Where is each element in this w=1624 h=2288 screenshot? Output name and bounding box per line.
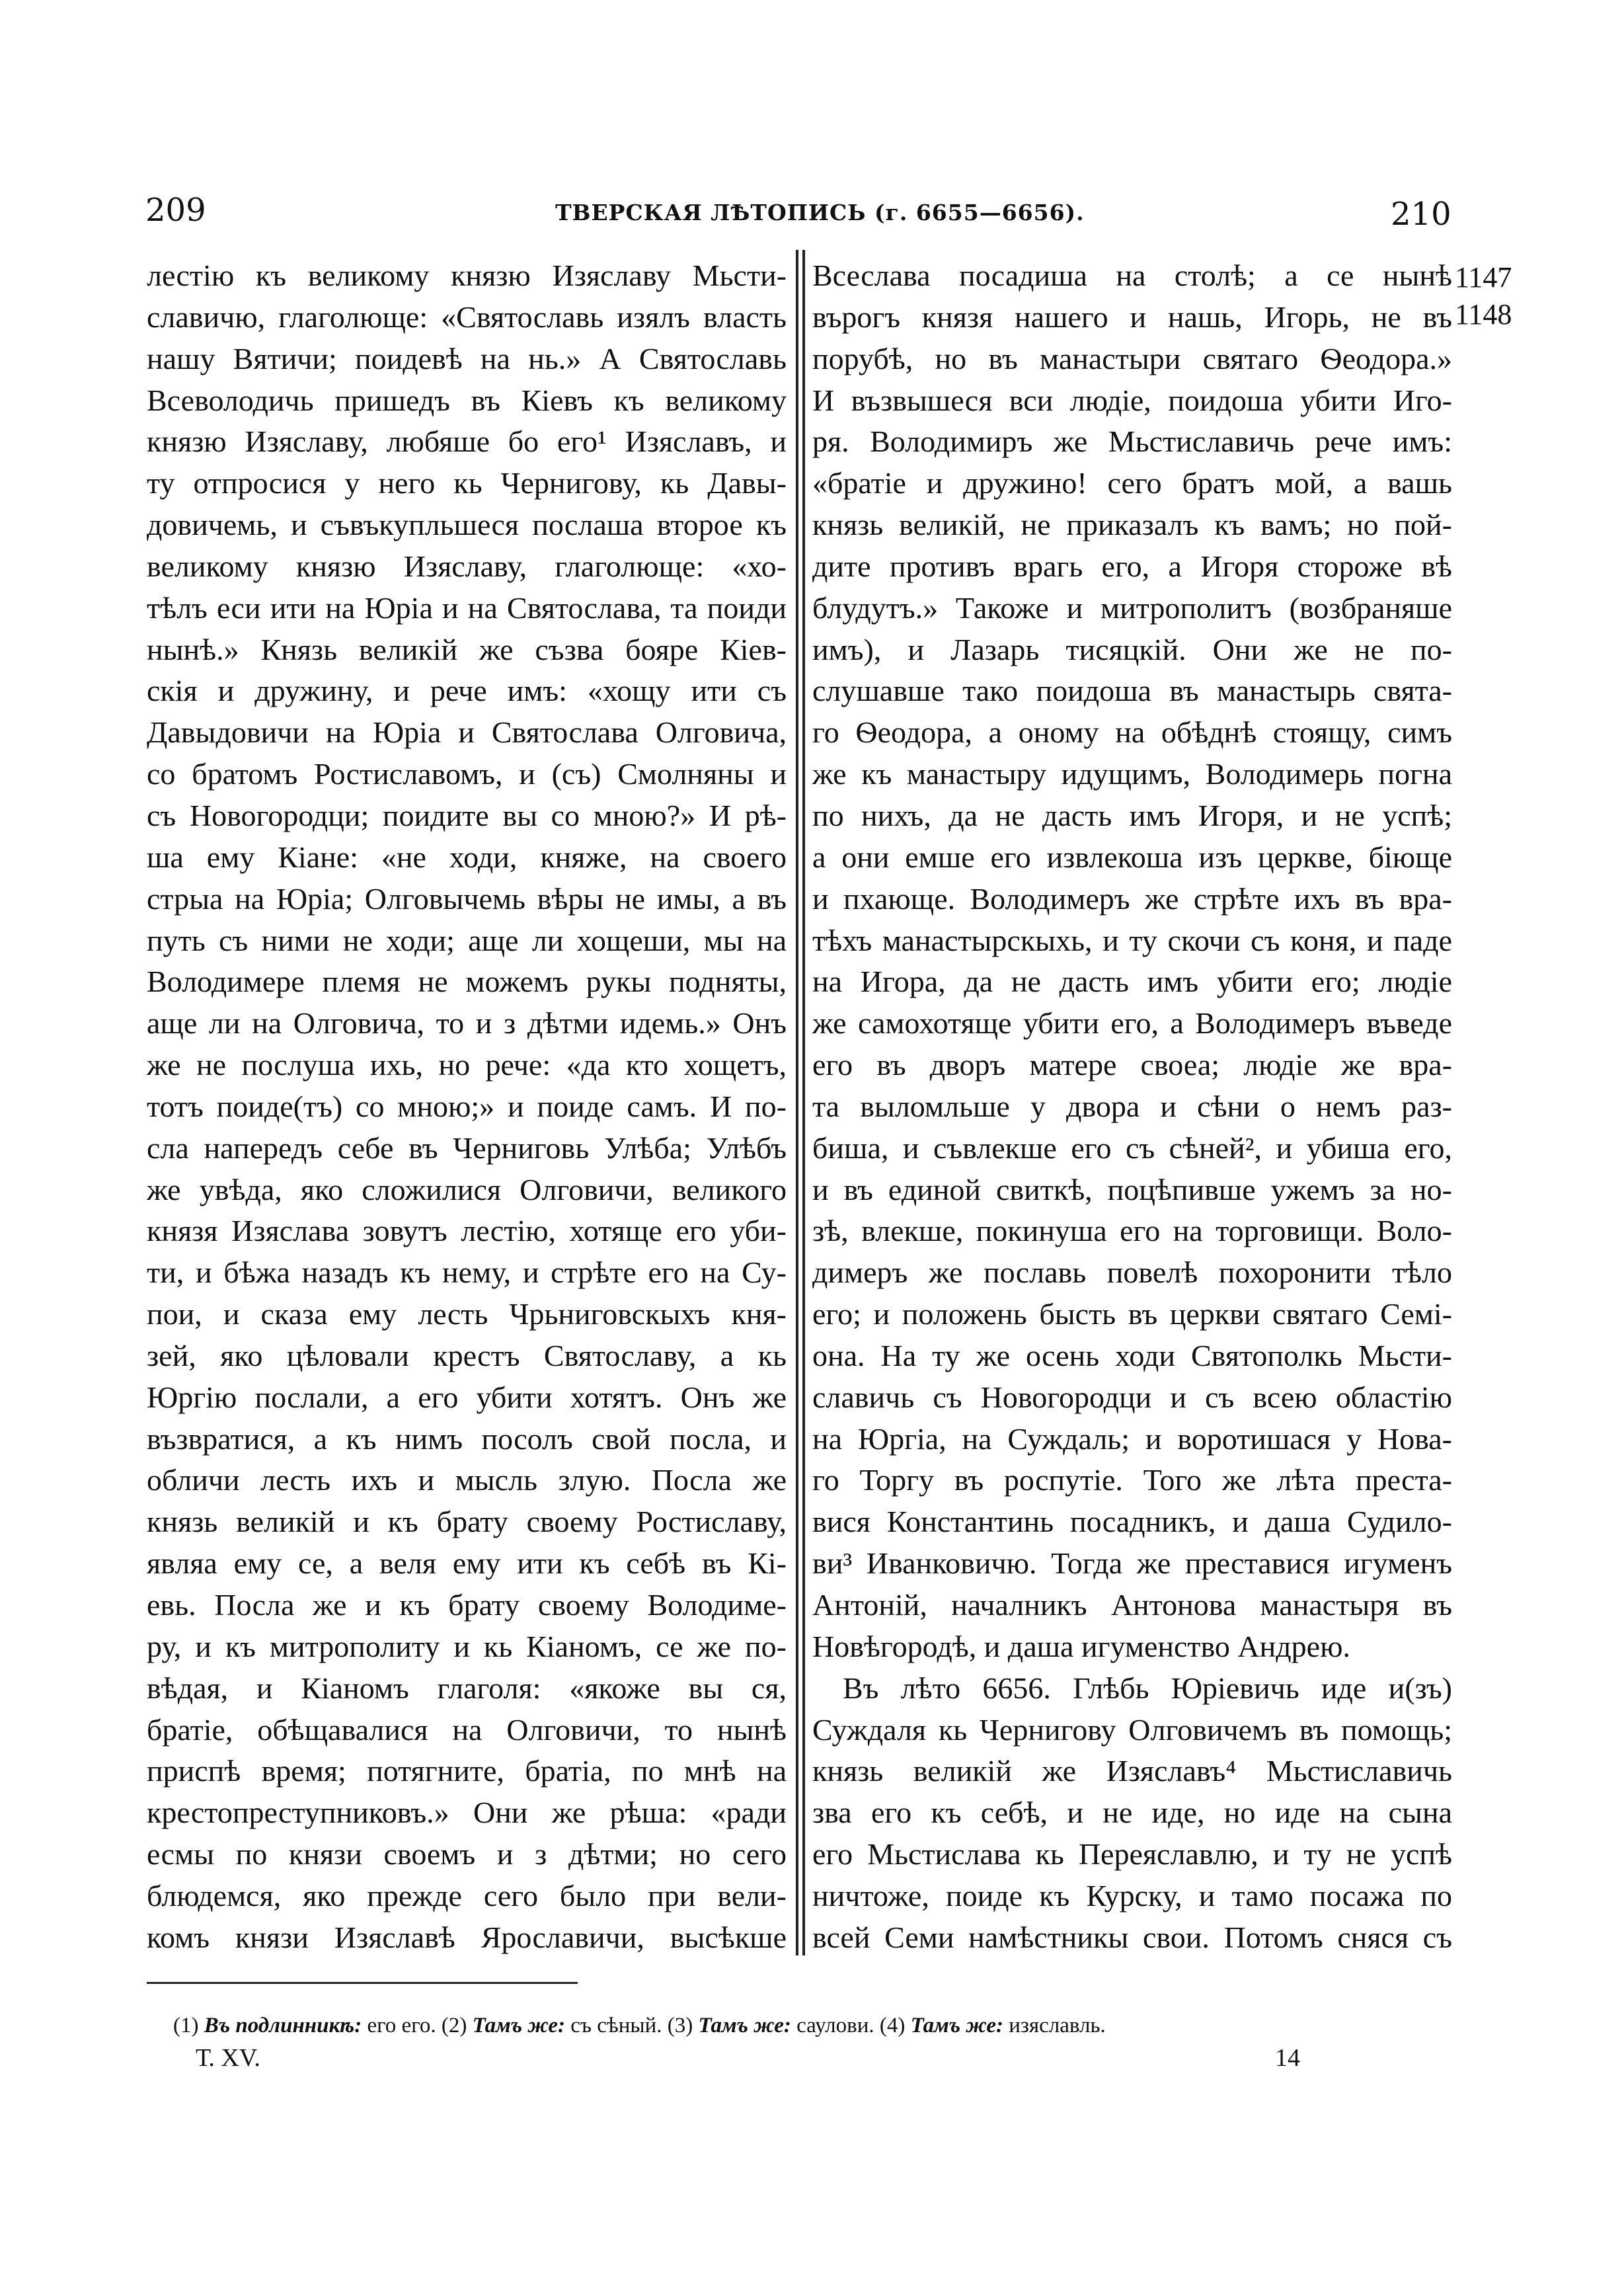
volume-mark: Т. XV. (196, 2044, 260, 2072)
text-line: пои, и сказа ему лесть Чрьниговскыхъ кня- (147, 1297, 787, 1331)
text-line: и въ единой свиткѣ, поцѣпивше ужемъ за но- (812, 1172, 1452, 1206)
text-line: его; и положень бысть въ церкви святаго Семі- (812, 1297, 1452, 1331)
text-line: Юргію послали, а его убити хотятъ. Онъ же (147, 1380, 787, 1414)
text-line: Всеслава посадиша на столѣ; а се нынѣ (812, 258, 1452, 292)
text-line: скія и дружину, и рече имъ: «хощу ити съ (147, 674, 787, 708)
text-line: на Игора, да не дасть имъ убити его; людіе (812, 965, 1452, 999)
text-line: приспѣ время; потягните, братіа, по мнѣ на (147, 1754, 787, 1788)
text-line: ша ему Кіане: «не ходи, княже, на своего (147, 840, 787, 874)
text-column-left (147, 255, 787, 1959)
text-line: князь великій и къ брату своему Ростиславу, (147, 1505, 787, 1539)
text-line: та выломльше у двора и сѣни о немъ раз- (812, 1089, 1452, 1123)
footnote-number: (1) (173, 2014, 199, 2037)
text-line: и пхающе. Володимеръ же стрѣте ихъ въ вра- (812, 881, 1452, 916)
text-line: Въ лѣто 6656. Глѣбь Юріевичь иде и(зъ) (843, 1671, 1452, 1705)
text-line: дите противъ врагь его, а Игоря стороже вѣ (812, 549, 1452, 583)
text-line: князю Изяславу, любяше бо его¹ Изяславъ, и (147, 424, 787, 459)
margin-year: 1147 (1455, 261, 1512, 294)
text-line: нашу Вятичи; поидевѣ на нь.» А Святославь (147, 341, 787, 375)
text-line: ви³ Иванковичю. Тогда же преставися игуменъ (812, 1546, 1452, 1581)
text-line: Суждаля кь Чернигову Олговичемъ въ помощь; (812, 1712, 1452, 1747)
text-line: зва его къ себѣ, и не иде, но иде на сына (812, 1795, 1452, 1830)
text-line: Антоній, началникъ Антонова манастыря въ (812, 1588, 1452, 1622)
text-line: довичемь, и съвъкупльшеся послаша второе къ (147, 508, 787, 542)
text-line: върогъ князя нашего и нашь, Игорь, не въ (812, 299, 1452, 334)
text-line: на Юргіа, на Суждаль; и воротишася у Нова- (812, 1421, 1452, 1456)
footnote-text: его его. (367, 2014, 436, 2037)
text-line: она. На ту же осень ходи Святополкь Мьсти- (812, 1338, 1452, 1372)
text-line: стрыа на Юріа; Олговычемь вѣры не имы, а въ (147, 881, 787, 916)
text-line: зѣ, влекше, покинуша его на торговищи. Воло- (812, 1214, 1452, 1248)
text-line: вися Константинь посадникъ, и даша Судило- (812, 1505, 1452, 1539)
footnote-number: (3) (667, 2014, 693, 2037)
text-line: же увѣда, яко сложилися Олговичи, великого (147, 1172, 787, 1206)
text-line: по нихъ, да не дасть имъ Игоря, и не успѣ; (812, 798, 1452, 832)
text-line: есмы по князи своемъ и з дѣтми; но сего (147, 1837, 787, 1872)
text-line: князя Изяслава зовутъ лестію, хотящe его уби- (147, 1214, 787, 1248)
footnote-rule (147, 1982, 578, 1984)
footnote-label: Тамъ же: (910, 2014, 1003, 2037)
text-line: его Мьстислава кь Переяславлю, и ту не успѣ (812, 1837, 1452, 1872)
footnote-text: изяславль. (1009, 2014, 1106, 2037)
text-line: ту отпросися у него кь Чернигову, кь Давы- (147, 466, 787, 500)
text-column-right (812, 255, 1452, 1959)
text-line: блудутъ.» Такоже и митрополитъ (возбраняше (812, 590, 1452, 625)
text-line: порубѣ, но въ манастыри святаго Ѳеодора.» (812, 341, 1452, 375)
footnotes (173, 2010, 1106, 2041)
text-line: со братомъ Ростиславомъ, и (съ) Смолняны и (147, 757, 787, 791)
footnote-label: Тамъ же: (698, 2014, 791, 2037)
text-line: нынѣ.» Князь великій же съзва бояре Кіев- (147, 632, 787, 666)
margin-years (1455, 259, 1512, 333)
column-divider-right (802, 250, 805, 1955)
text-line: братіе, обѣщавалися на Олговичи, то нынѣ (147, 1712, 787, 1747)
text-line: Володимере племя не можемъ рукы подняты, (147, 965, 787, 999)
footnote-label: Въ подлинникѣ: (204, 2014, 362, 2037)
running-title: ТВЕРСКАЯ ЛѢТОПИСЬ (г. 6655—6656). (555, 200, 1085, 225)
text-line: обличи лесть ихъ и мысль злую. Посла же (147, 1463, 787, 1497)
text-line: князь великій, не приказалъ къ вамъ; но пой- (812, 508, 1452, 542)
text-line: тотъ поиде(тъ) со мною;» и поиде самъ. И по- (147, 1089, 787, 1123)
footnote-text: саулови. (796, 2014, 874, 2037)
text-line: имъ), и Лазарь тисяцкій. Они же не по- (812, 632, 1452, 666)
text-line: Давыдовичи на Юріа и Святослава Олговича, (147, 715, 787, 750)
text-line: же къ манастыру идущимъ, Володимерь погна (812, 757, 1452, 791)
text-line: зей, яко цѣловали крестъ Святославу, а кь (147, 1338, 787, 1372)
text-line: великому князю Изяславу, глаголюще: «хо- (147, 549, 787, 583)
text-line: биша, и съвлекше его съ сѣней², и убиша его, (812, 1130, 1452, 1165)
text-line: а они емше его извлекоша изъ церкве, біюще (812, 840, 1452, 874)
text-line: славичь съ Новогородци и съ всею областію (812, 1380, 1452, 1414)
text-line: Новѣгородѣ, и даша игуменство Андрею. (812, 1629, 1350, 1663)
page-number-right: 210 (1391, 196, 1451, 233)
text-line: лестію къ великому князю Изяславу Мьсти- (147, 258, 787, 292)
text-line: ти, и бѣжа назадъ къ нему, и стрѣте его на Су- (147, 1255, 787, 1290)
text-line: вѣдая, и Кіаномъ глаголя: «якоже вы ся, (147, 1671, 787, 1705)
text-line: ничтоже, поиде къ Курску, и тамо посажа по (812, 1878, 1452, 1913)
text-line: комъ князи Изяславѣ Ярославичи, высѣкше (147, 1920, 787, 1954)
text-line: блюдемся, яко прежде сего было при вели- (147, 1878, 787, 1913)
text-line: сла напередъ себе въ Черниговь Улѣба; Улѣбъ (147, 1130, 787, 1165)
text-line: аще ли на Олговича, то и з дѣтми идемь.» Онъ (147, 1006, 787, 1041)
text-line: «братіе и дружино! сего братъ мой, а вашь (812, 466, 1452, 500)
text-line: путь съ ними не ходи; аще ли хощеши, мы на (147, 923, 787, 957)
text-line: възвратися, а къ нимъ посолъ свой посла, и (147, 1421, 787, 1456)
text-line: го Ѳеодора, а оному на обѣднѣ стоящу, симъ (812, 715, 1452, 750)
text-line: го Торгу въ роспутіе. Того же лѣта преста- (812, 1463, 1452, 1497)
text-line: всей Семи намѣстникы свои. Потомъ сняся съ (812, 1920, 1452, 1954)
text-line: же самохотяще убити его, а Володимеръ въведе (812, 1006, 1452, 1041)
text-line: крестопреступниковъ.» Они же рѣша: «ради (147, 1795, 787, 1830)
text-line: князь великій же Изяславъ⁴ Мьстиславичь (812, 1754, 1452, 1788)
footnote-label: Тамъ же: (472, 2014, 565, 2037)
footnote-text: съ сѣный. (570, 2014, 662, 2037)
text-line: Всеволодичь пришедъ въ Кіевъ къ великому (147, 383, 787, 417)
text-line: славичю, глаголюще: «Святославь изялъ власть (147, 299, 787, 334)
text-line: тѣхъ манастырскыхь, и ту скочи съ коня, и паде (812, 923, 1452, 957)
signature-mark: 14 (1275, 2044, 1300, 2072)
text-line: ру, и къ митрополиту и кь Кіаномъ, се же по- (147, 1629, 787, 1663)
text-line: же не послуша ихь, но рече: «да кто хощетъ, (147, 1048, 787, 1082)
margin-year: 1148 (1455, 298, 1512, 331)
text-line: И възвышеся вси людіе, поидоша убити Иго- (812, 383, 1452, 417)
text-line: тѣлъ еси ити на Юріа и на Святослава, та поиди (147, 590, 787, 625)
footnote-number: (2) (441, 2014, 467, 2037)
column-divider-left (796, 250, 798, 1955)
footnote-number: (4) (879, 2014, 906, 2037)
text-line: ря. Володимиръ же Мьстиславичь рече имъ: (812, 424, 1452, 459)
text-line: слушавше тако поидоша въ манастырь свята- (812, 674, 1452, 708)
text-line: димеръ же пославь повелѣ похоронити тѣло (812, 1255, 1452, 1290)
text-line: его въ дворъ матере своеа; людіе же вра- (812, 1048, 1452, 1082)
text-line: являа ему се, а веля ему ити къ себѣ въ Кі- (147, 1546, 787, 1581)
text-line: съ Новогородци; поидите вы со мною?» И рѣ- (147, 798, 787, 832)
page-number-left: 209 (145, 192, 206, 229)
text-line: евь. Посла же и къ брату своему Володиме- (147, 1588, 787, 1622)
